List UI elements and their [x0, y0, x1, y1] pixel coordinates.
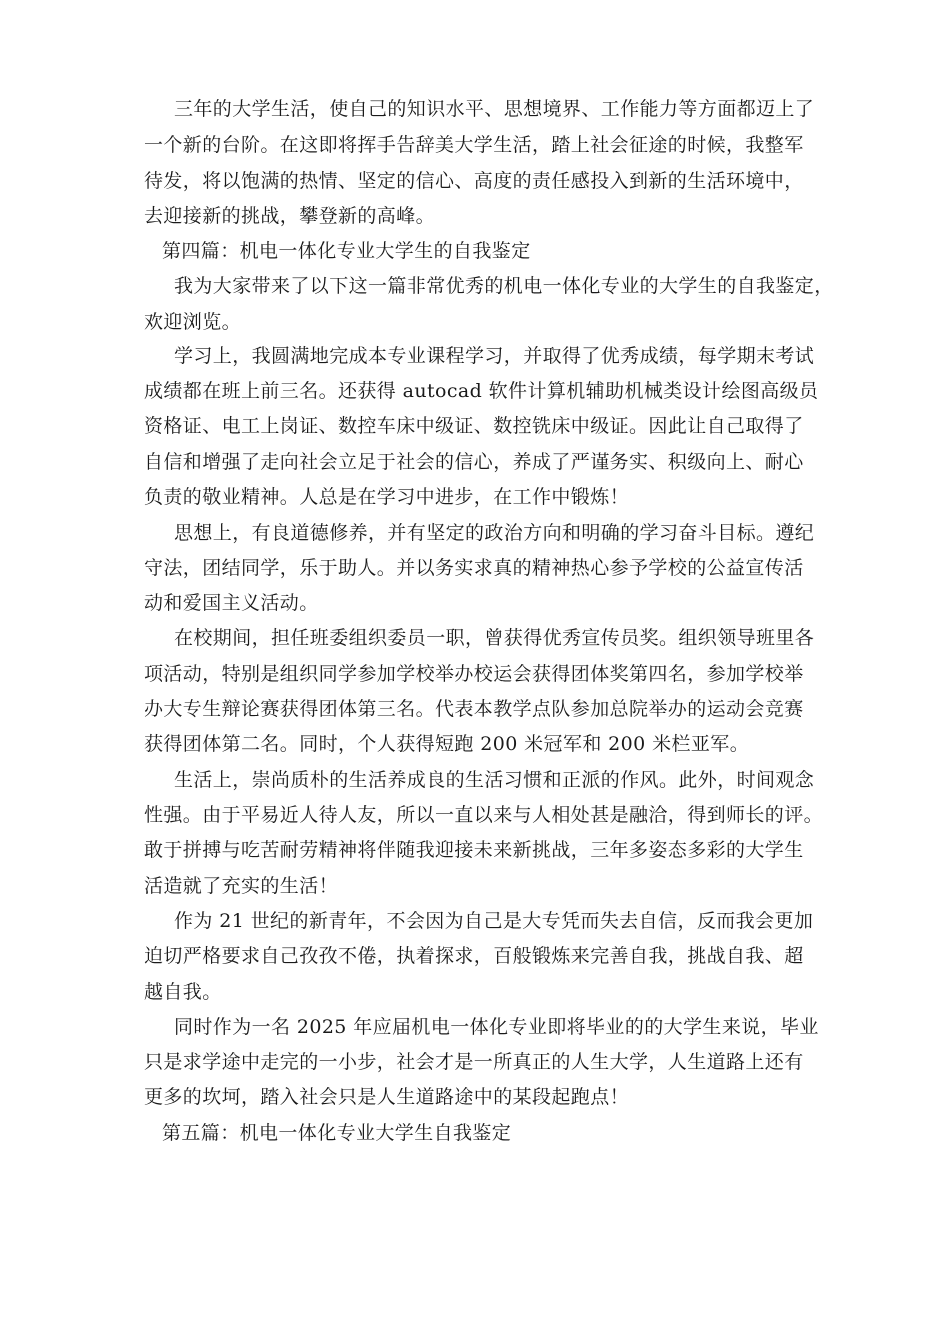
paragraph-line: 更多的坎坷，踏入社会只是人生道路途中的某段起跑点！	[144, 1086, 630, 1108]
paragraph-line: 资格证、电工上岗证、数控车床中级证、数控铣床中级证。因此让自己取得了	[144, 415, 804, 437]
paragraph-line: 越自我。	[144, 981, 222, 1003]
paragraph-line: 在校期间，担任班委组织委员一职，曾获得优秀宣传员奖。组织领导班里各	[174, 627, 815, 649]
paragraph-line: 负责的敬业精神。人总是在学习中进步，在工作中锻炼！	[144, 486, 630, 508]
paragraph-line: 我为大家带来了以下这一篇非常优秀的机电一体化专业的大学生的自我鉴定，	[174, 275, 834, 297]
paragraph-line: 一个新的台阶。在这即将挥手告辞美大学生活，踏上社会征途的时候，我整军	[144, 134, 804, 156]
section-heading: 第五篇：机电一体化专业大学生自我鉴定	[162, 1122, 512, 1144]
paragraph-line: 动和爱国主义活动。	[144, 592, 319, 614]
paragraph-line: 办大专生辩论赛获得团体第三名。代表本教学点队参加总院举办的运动会竞赛	[144, 698, 804, 720]
section-heading: 第四篇：机电一体化专业大学生的自我鉴定	[162, 240, 531, 262]
paragraph-line: 敢于拼搏与吃苦耐劳精神将伴随我迎接未来新挑战，三年多姿态多彩的大学生	[144, 839, 804, 861]
paragraph-line: 守法，团结同学，乐于助人。并以务实求真的精神热心参予学校的公益宣传活	[144, 557, 804, 579]
paragraph-line: 自信和增强了走向社会立足于社会的信心，养成了严谨务实、积级向上、耐心	[144, 451, 804, 473]
paragraph-line: 待发，将以饱满的热情、坚定的信心、高度的责任感投入到新的生活环境中，	[144, 170, 804, 192]
paragraph-line: 性强。由于平易近人待人友，所以一直以来与人相处甚是融洽，得到师长的评。	[144, 804, 824, 826]
paragraph-line: 思想上，有良道德修养，并有坚定的政治方向和明确的学习奋斗目标。遵纪	[174, 522, 815, 544]
paragraph-line: 作为 21 世纪的新青年，不会因为自己是大专凭而失去自信，反而我会更加	[174, 910, 814, 932]
paragraph-line: 获得团体第二名。同时，个人获得短跑 200 米冠军和 200 米栏亚军。	[144, 733, 750, 755]
paragraph-line: 去迎接新的挑战，攀登新的高峰。	[144, 205, 436, 227]
paragraph-line: 只是求学途中走完的一小步，社会才是一所真正的人生大学，人生道路上还有	[144, 1051, 804, 1073]
paragraph-line: 活造就了充实的生活！	[144, 875, 339, 897]
paragraph-line: 欢迎浏览。	[144, 311, 242, 333]
paragraph-line: 三年的大学生活，使自己的知识水平、思想境界、工作能力等方面都迈上了	[174, 98, 815, 120]
paragraph-line: 迫切严格要求自己孜孜不倦，执着探求，百般锻炼来完善自我，挑战自我、超	[144, 945, 804, 967]
paragraph-line: 生活上，崇尚质朴的生活养成良的生活习惯和正派的作风。此外，时间观念	[174, 769, 815, 791]
paragraph-line: 项活动，特别是组织同学参加学校举办校运会获得团体奖第四名，参加学校举	[144, 663, 804, 685]
paragraph-line: 同时作为一名 2025 年应届机电一体化专业即将毕业的的大学生来说，毕业	[174, 1016, 819, 1038]
paragraph-line: 成绩都在班上前三名。还获得 autocad 软件计算机辅助机械类设计绘图高级员	[144, 380, 819, 402]
paragraph-line: 学习上，我圆满地完成本专业课程学习，并取得了优秀成绩，每学期末考试	[174, 345, 815, 367]
